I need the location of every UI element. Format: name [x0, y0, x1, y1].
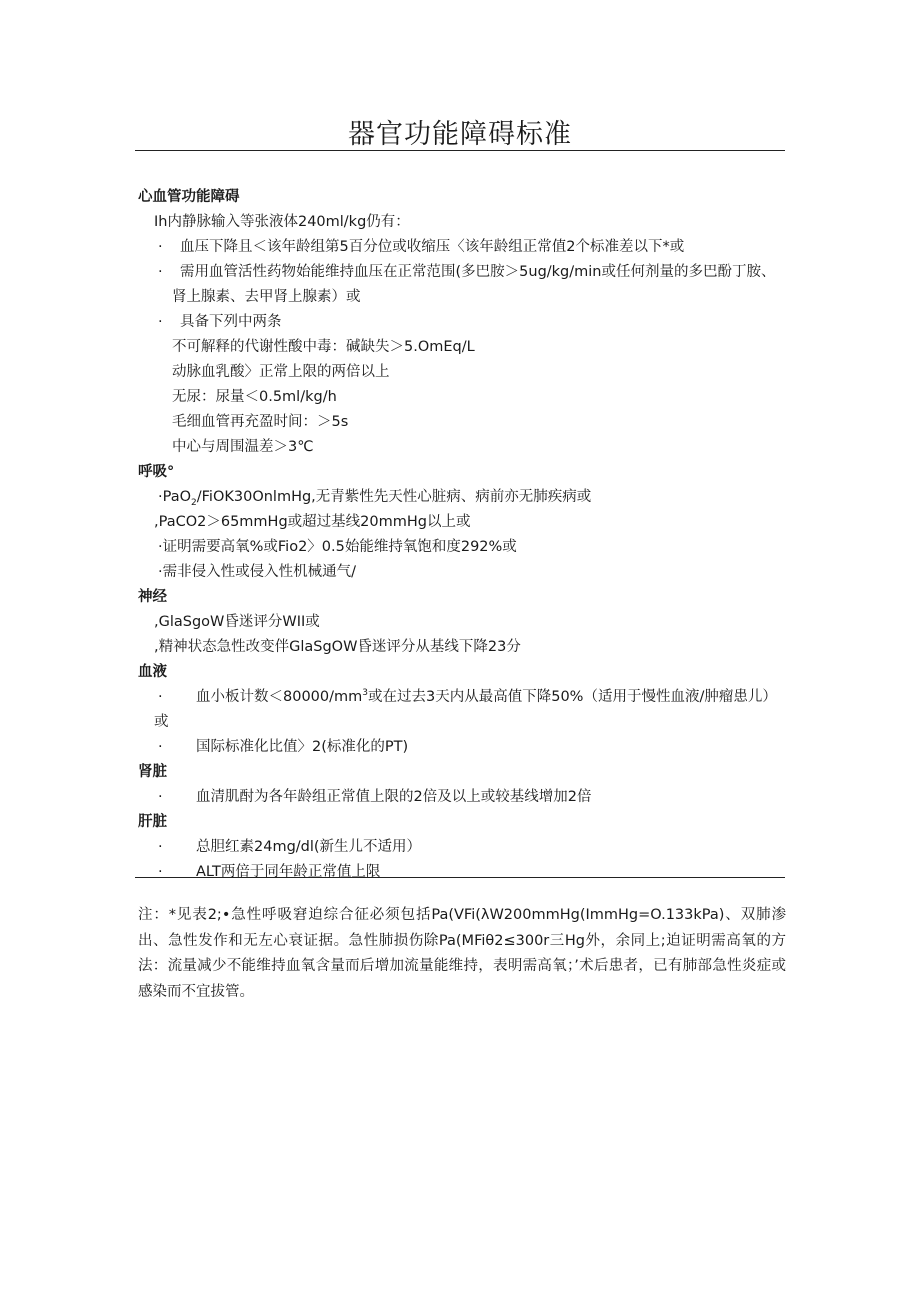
cardio-item-continuation: 肾上腺素、去甲肾上腺素）或: [172, 289, 361, 305]
bullet-dot: ·: [158, 789, 163, 805]
liver-heading: 肝脏: [138, 814, 167, 830]
resp-item: ·PaO$_2$/FiOK30OnlmHg,无青紫性先天性心脏病、病前亦无肺疾病或: [158, 489, 592, 508]
criteria-table: [138, 185, 788, 885]
cardio-subitem: 不可解释的代谢性酸中毒：碱缺失＞5.OmEq/L: [172, 339, 475, 355]
blood-heading: 血液: [138, 664, 167, 680]
kidney-item: · 血清肌酎为各年龄组正常值上限的2倍及以上或较基线增加2倍: [138, 785, 788, 810]
liver-item: · ALT两倍于同年龄正常值上限: [138, 860, 788, 885]
title-divider: [135, 150, 785, 151]
neuro-heading: 神经: [138, 589, 167, 605]
cardio-item: · 需用血管活性药物始能维持血压在正常范围(多巴胺＞5ug∕kg∕min或任何剂量的多巴酚丁胺、: [138, 260, 788, 285]
resp-heading: 呼吸°: [138, 464, 175, 480]
bullet-dot: ·: [158, 864, 163, 880]
footnote: 注：*见表2;•急性呼吸窘迫综合征必须包括Pa(VFi(λW200mmHg(ImmHg=O.133kPa)、双肺渗出、急性发作和无左心衰证据。急性肺损伤除Pa(MFiθ2≤300r三Hg外，余同上;迫证明需高氧的方法：流量减少不能维持血氧含量而后增加流量能维持，表明需高氧；’术后患者，已有肺部急性炎症或感染而不宜拔管。: [138, 907, 786, 1000]
bullet-dot: ·: [158, 314, 163, 330]
table-bottom-divider: [135, 877, 785, 878]
page-title: 器官功能障碍标准: [348, 119, 572, 150]
liver-item: · 总胆红素24mg∕dl(新生儿不适用）: [138, 835, 788, 860]
cardio-subitem: 毛细血管再充盈时间：＞5s: [172, 414, 349, 430]
bullet-dot: ·: [158, 239, 163, 255]
cardio-subitem: 中心与周围温差＞3℃: [172, 439, 314, 455]
bullet-dot: ·: [158, 739, 163, 755]
bullet-dot: ·: [158, 839, 163, 855]
bullet-dot: ·: [158, 689, 163, 705]
kidney-heading: 肾脏: [138, 764, 167, 780]
resp-item: ,PaCO2＞65mmHg或超过基线20mmHg以上或: [154, 514, 471, 530]
resp-item: ·证明需要高氧%或Fio2〉0.5始能维持氧饱和度292%或: [158, 539, 517, 555]
cardio-item: · 具备下列中两条: [138, 310, 788, 335]
blood-item-continuation: 或: [154, 714, 169, 730]
cardio-heading: 心血管功能障碍: [138, 189, 240, 205]
bullet-dot: ·: [158, 264, 163, 280]
cardio-subitem: 无尿：尿量＜0.5ml∕kg∕h: [172, 389, 337, 405]
neuro-item: ,精神状态急性改变伴GlaSgOW昏迷评分从基线下降23分: [154, 639, 521, 655]
neuro-item: ,GlaSgoW昏迷评分WII或: [154, 614, 320, 630]
resp-item: ·需非侵入性或侵入性机械通气∕: [158, 564, 356, 580]
cardio-intro: Ih内静脉输入等张液体240ml∕kg仍有：: [154, 214, 410, 230]
cardio-item: · 血压下降且＜该年龄组第5百分位或收缩压〈该年龄组正常值2个标准差以下*或: [138, 235, 788, 260]
blood-item: · 血小板计数$<80000/mm^3$或在过去3天内从最高值下降50%（适用于慢性血液/肿瘤患儿）: [138, 685, 788, 710]
cardio-subitem: 动脉血乳酸〉正常上限的两倍以上: [172, 364, 390, 380]
blood-item: · 国际标准化比值〉2(标准化的PT): [138, 735, 788, 760]
